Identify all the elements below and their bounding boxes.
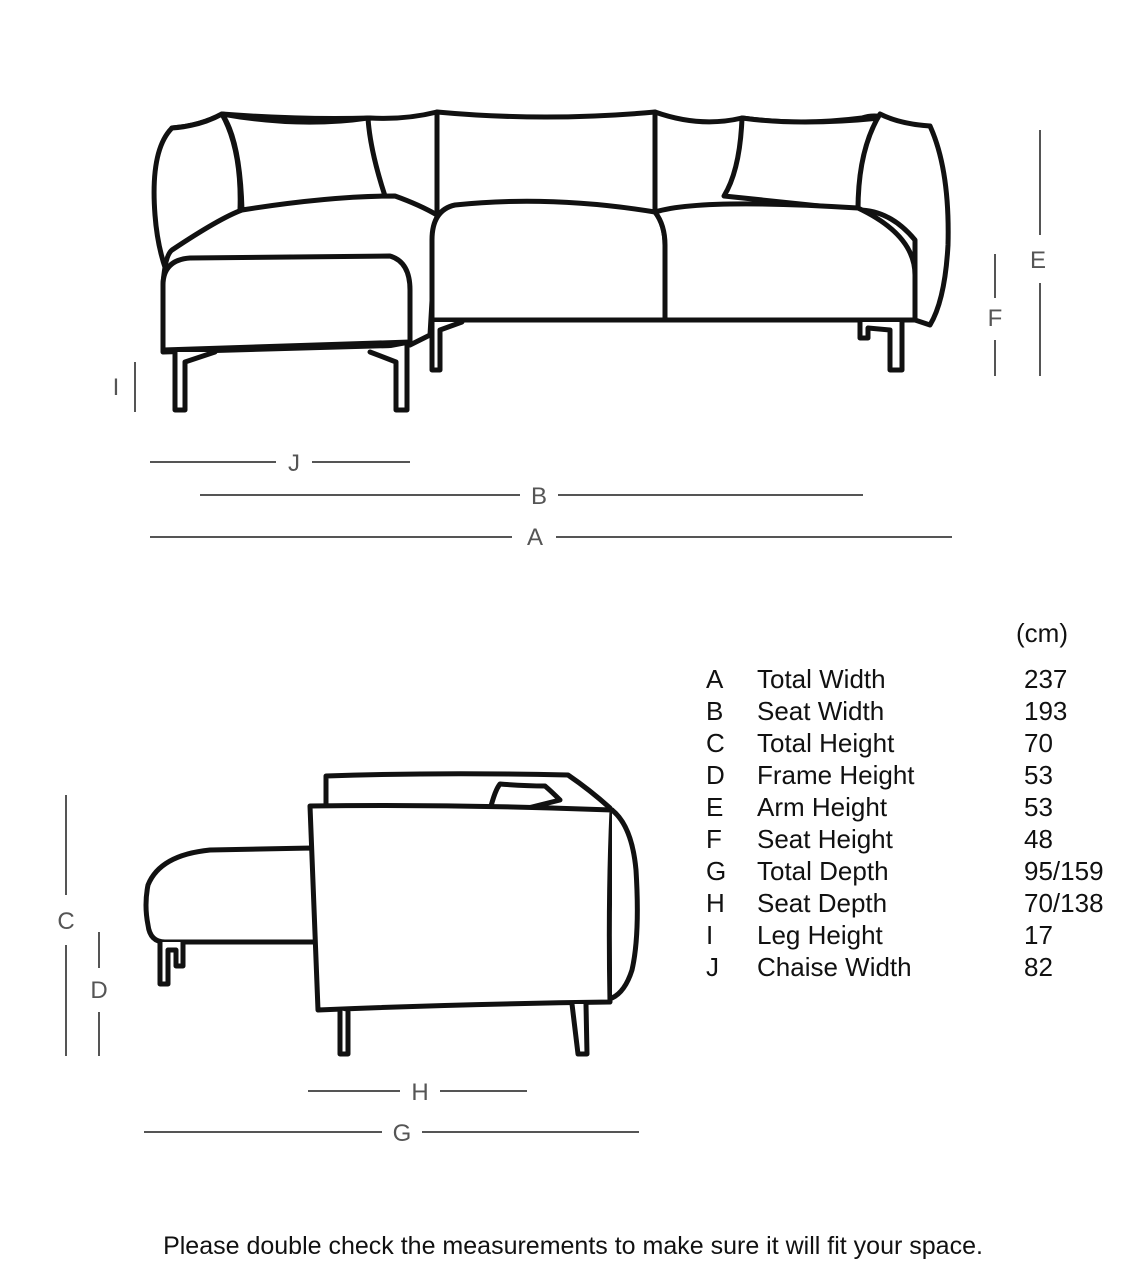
dim-label-j: J (288, 450, 300, 477)
spec-row-a (706, 664, 1126, 696)
side-view-sofa (146, 774, 637, 1054)
dim-label-d: D (90, 977, 108, 1004)
spec-name: Total Height (757, 728, 895, 758)
spec-row-j (706, 952, 1126, 984)
spec-name: Leg Height (757, 920, 883, 950)
spec-name: Seat Depth (757, 888, 888, 918)
spec-key: B (706, 696, 724, 726)
spec-key: C (706, 728, 725, 758)
dim-label-i: I (112, 374, 120, 401)
spec-row-c (706, 728, 1126, 760)
spec-key: D (706, 760, 725, 790)
spec-value: 53 (1024, 760, 1053, 790)
spec-name: Frame Height (757, 760, 915, 790)
spec-row-b (706, 696, 1126, 728)
spec-name: Seat Width (757, 696, 885, 726)
unit-label: (cm) (1016, 618, 1068, 648)
spec-value: 95/159 (1024, 856, 1104, 886)
spec-key: H (706, 888, 725, 918)
dim-label-e: E (1029, 247, 1047, 274)
spec-row-d (706, 760, 1126, 792)
spec-key: F (706, 824, 722, 854)
dim-label-h: H (411, 1079, 429, 1106)
spec-key: E (706, 792, 724, 822)
front-view-sofa (154, 112, 948, 410)
spec-row-f (706, 824, 1126, 856)
spec-value: 48 (1024, 824, 1053, 854)
spec-name: Total Width (757, 664, 886, 694)
spec-value: 82 (1024, 952, 1053, 982)
spec-value: 193 (1024, 696, 1068, 726)
footnote: Please double check the measurements to make sure it will fit your space. (163, 1232, 983, 1260)
spec-key: I (706, 920, 714, 950)
dim-label-g: G (392, 1120, 412, 1147)
unit-row (706, 616, 1126, 664)
spec-value: 237 (1024, 664, 1068, 694)
spec-value: 70 (1024, 728, 1053, 758)
dim-label-f: F (987, 305, 1003, 332)
dim-label-c: C (57, 908, 75, 935)
spec-row-g (706, 856, 1126, 888)
spec-name: Arm Height (757, 792, 888, 822)
spec-value: 53 (1024, 792, 1053, 822)
spec-key: A (706, 664, 724, 694)
spec-name: Total Depth (757, 856, 889, 886)
dim-label-a: A (526, 524, 544, 551)
spec-name: Chaise Width (757, 952, 912, 982)
spec-row-i (706, 920, 1126, 952)
spec-row-e (706, 792, 1126, 824)
spec-value: 17 (1024, 920, 1053, 950)
spec-row-h (706, 888, 1126, 920)
dim-label-b: B (530, 483, 548, 510)
measurements-table (706, 616, 1126, 984)
spec-key: J (706, 952, 719, 982)
spec-value: 70/138 (1024, 888, 1104, 918)
spec-key: G (706, 856, 727, 886)
spec-name: Seat Height (757, 824, 893, 854)
